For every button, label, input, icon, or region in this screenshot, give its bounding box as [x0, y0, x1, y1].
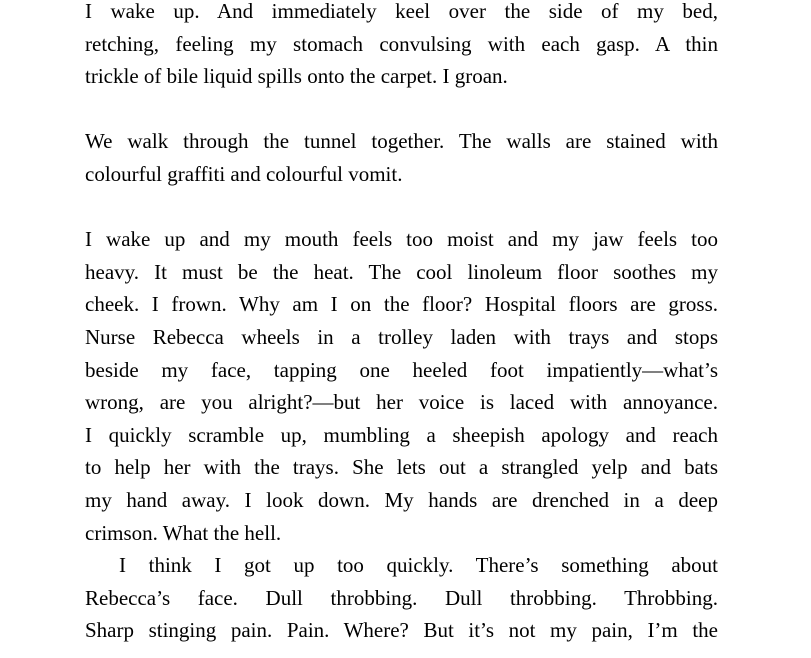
text-line: crimson. What the hell.	[85, 520, 282, 545]
paragraph-3	[85, 223, 718, 549]
paragraph-1	[85, 0, 718, 93]
text-line: trickle of bile liquid spills onto the carpet. I groan.	[85, 64, 508, 89]
text-line: Nurse Rebecca wheels in a trolley laden with trays and stops	[85, 324, 718, 349]
text-block	[85, 0, 718, 647]
text-line: to help her with the trays. She lets out a strangled yelp and bats	[85, 455, 718, 480]
text-line: beside my face, tapping one heeled foot impatiently—what’s	[85, 357, 718, 382]
text-line: heavy. It must be the heat. The cool linoleum floor soothes my	[85, 259, 718, 284]
text-line: I wake up and my mouth feels too moist and my jaw feels too	[85, 227, 718, 252]
text-line: I wake up. And immediately keel over the side of my bed,	[85, 0, 718, 23]
text-line: We walk through the tunnel together. The walls are stained with	[85, 129, 718, 154]
text-line: wrong, are you alright?—but her voice is laced with annoyance.	[85, 390, 718, 415]
text-line: cheek. I frown. Why am I on the floor? Hospital floors are gross.	[85, 292, 718, 317]
text-line: retching, feeling my stomach convulsing with each gasp. A thin	[85, 31, 718, 56]
text-line: Sharp stinging pain. Pain. Where? But it’s not my pain, I’m the	[85, 618, 718, 643]
text-line: I think I got up too quickly. There’s something about	[119, 553, 718, 578]
text-line: I quickly scramble up, mumbling a sheepish apology and reach	[85, 422, 718, 447]
text-line: Rebecca’s face. Dull throbbing. Dull throbbing. Throbbing.	[85, 585, 718, 610]
paragraph-4	[85, 549, 718, 647]
text-line: my hand away. I look down. My hands are drenched in a deep	[85, 487, 718, 512]
text-line: colourful graffiti and colourful vomit.	[85, 161, 403, 186]
paragraph-2	[85, 125, 718, 190]
